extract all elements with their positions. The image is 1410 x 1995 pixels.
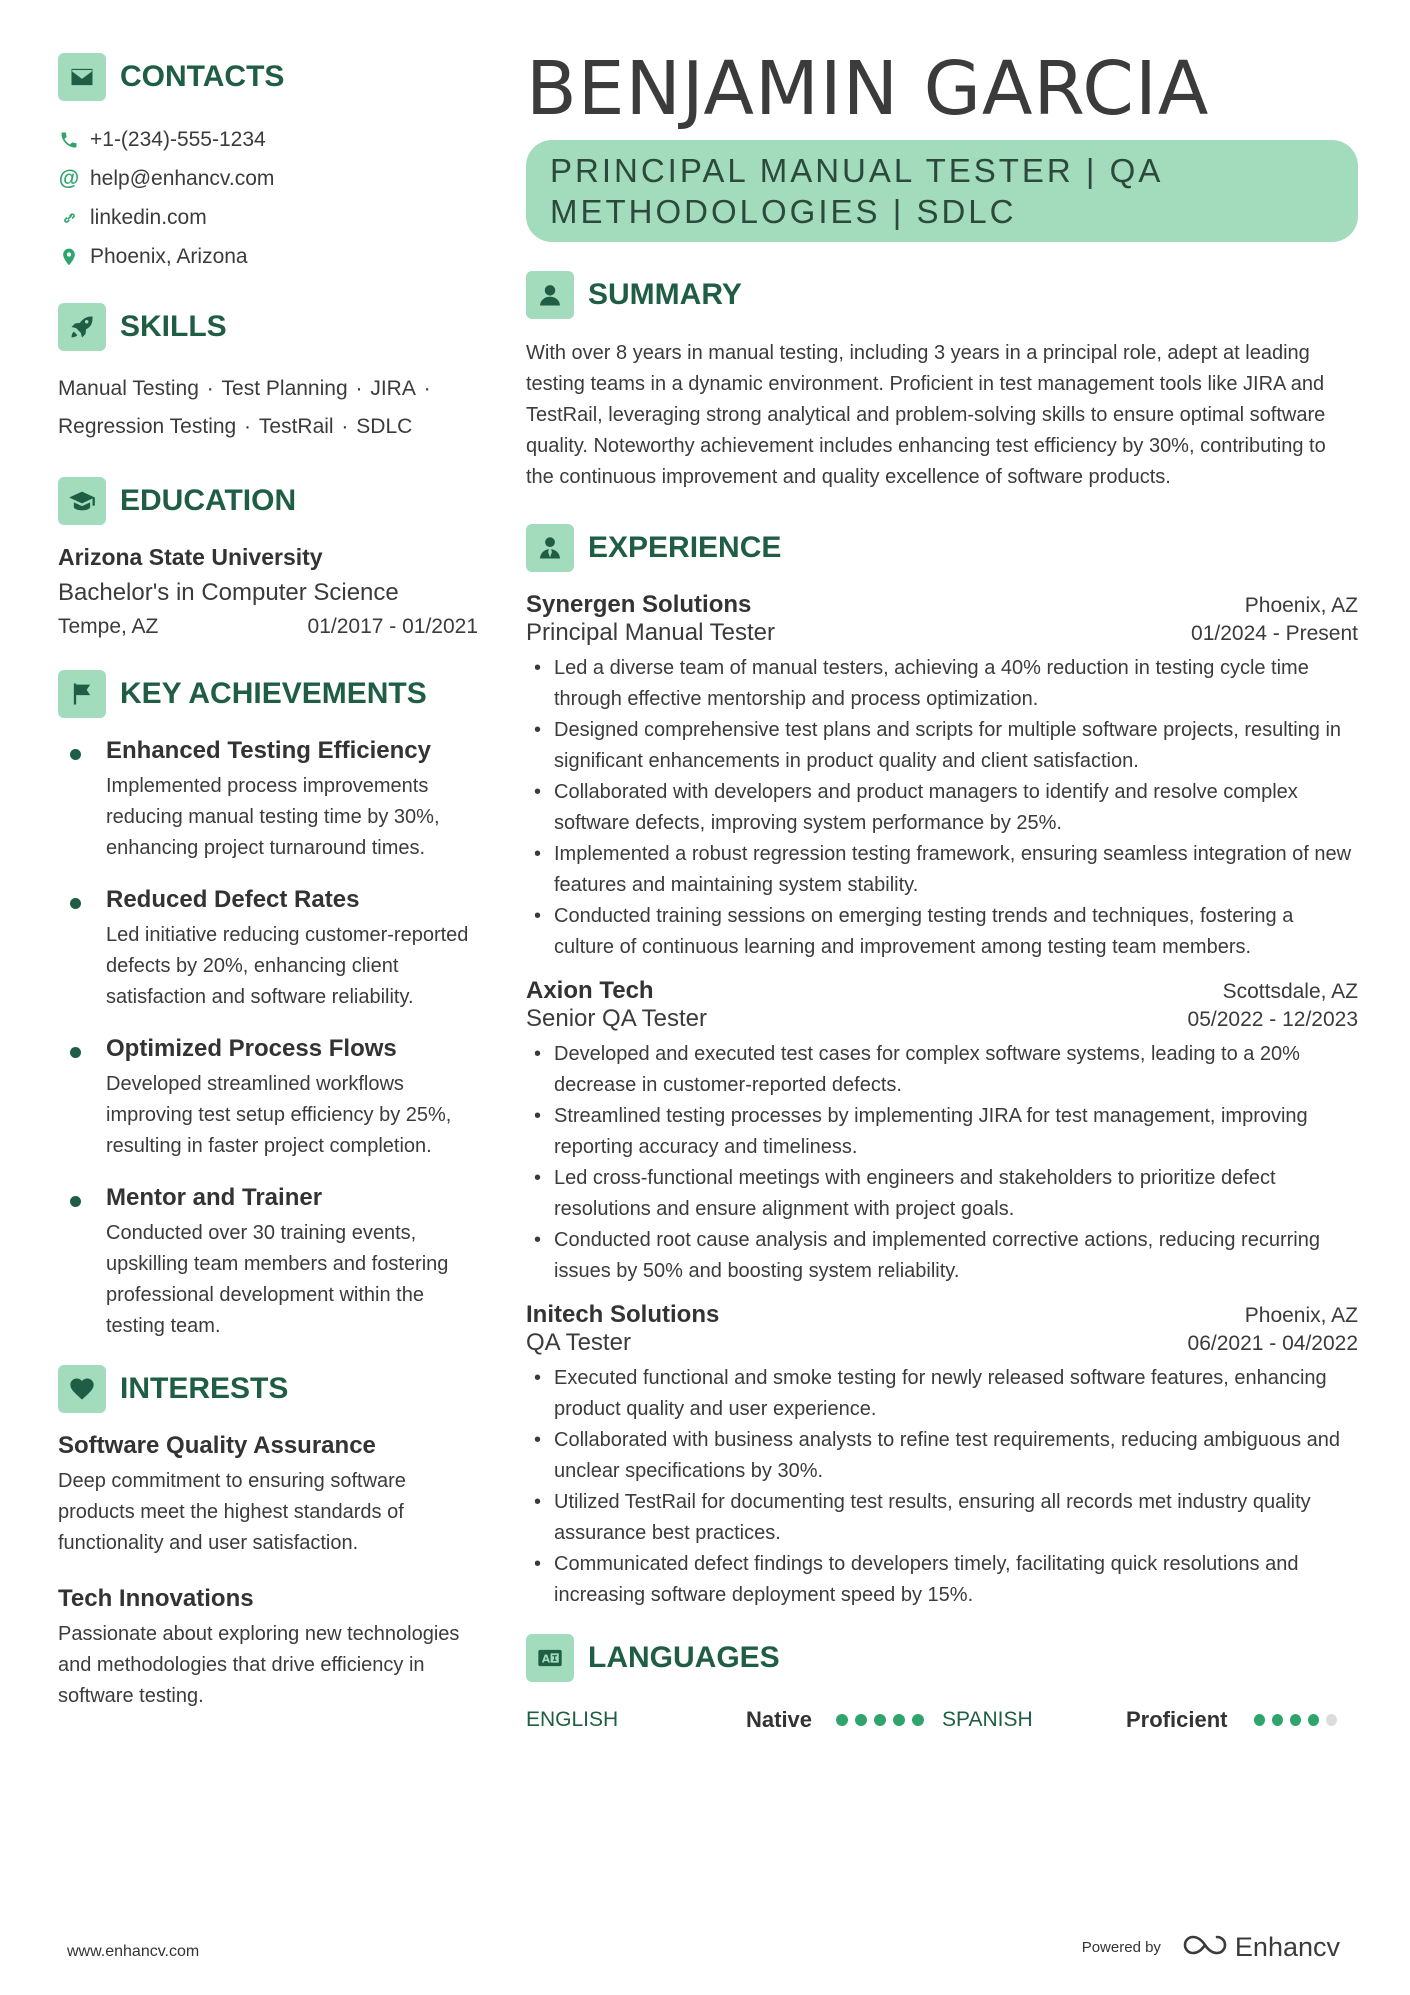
- skill-item: SDLC: [356, 415, 413, 438]
- achievement-title: Enhanced Testing Efficiency: [106, 737, 431, 764]
- skills-header: [58, 302, 478, 352]
- skill-item: JIRA: [370, 377, 416, 400]
- phone-icon: [58, 129, 80, 151]
- interests-header: [58, 1364, 478, 1414]
- contact-phone: [58, 120, 478, 159]
- achievements-header: [58, 669, 478, 719]
- job-bullet: • Communicated defect findings to developers timely, facilitating quick resolutions and increasing software deployment speed by 15%.: [526, 1549, 1358, 1611]
- skill-item: Manual Testing: [58, 377, 199, 400]
- interest-item: [58, 1585, 478, 1712]
- interest-desc: Passionate about exploring new technologies and methodologies that drive efficiency in software testing.: [58, 1623, 460, 1707]
- education-entry: [58, 544, 478, 639]
- job-header-row: [526, 1301, 1358, 1329]
- job-location: Scottsdale, AZ: [1222, 980, 1358, 1003]
- job-bullet: • Led cross-functional meetings with engineers and stakeholders to prioritize defect resolutions and ensure alignment with project goals.: [526, 1163, 1358, 1225]
- job-entry: [526, 591, 1358, 963]
- summary-text: With over 8 years in manual testing, including 3 years in a principal role, adept at leading testing teams in a dynamic environment. Proficient in test management tools like JIRA and TestRail, leveraging strong analytical and problem-solving skills to ensure optimal software quality. Noteworthy achievement includes enhancing test efficiency by 30%, contributing to the continuous improvement and quality excellence of software products.: [526, 342, 1326, 488]
- job-location: Phoenix, AZ: [1244, 1304, 1358, 1327]
- job-bullets: [526, 1363, 1358, 1611]
- achievement-desc: Developed streamlined workflows improving test setup efficiency by 25%, resulting in faster project completion.: [106, 1073, 452, 1157]
- job-bullet: • Executed functional and smoke testing for newly released software features, enhancing product quality and user experience.: [526, 1363, 1358, 1425]
- contacts-header: [58, 52, 478, 102]
- footer-website[interactable]: www.enhancv.com: [67, 1943, 200, 1960]
- rating-dot-filled: [874, 1714, 886, 1726]
- education-header: [58, 476, 478, 526]
- rating-dot-filled: [1308, 1714, 1319, 1726]
- languages-header: [526, 1633, 1358, 1683]
- job-bullet: • Conducted training sessions on emerging testing trends and techniques, fostering a culture of continuous learning and improvement among testing team members.: [526, 901, 1358, 963]
- contact-linkedin-text[interactable]: linkedin.com: [90, 205, 207, 229]
- education-meta: [58, 615, 478, 639]
- job-bullets: [526, 653, 1358, 963]
- rating-dot-filled: [893, 1714, 905, 1726]
- summary-title: SUMMARY: [588, 278, 742, 311]
- skill-item: Test Planning: [221, 377, 348, 400]
- link-icon: [58, 207, 80, 229]
- summary-header: [526, 270, 1358, 320]
- businessman-icon: [526, 524, 574, 572]
- powered-by-label: Powered by: [1081, 1939, 1161, 1956]
- job-bullet: • Utilized TestRail for documenting test results, ensuring all records met industry quality assurance best practices.: [526, 1487, 1358, 1549]
- job-bullet: • Collaborated with developers and product managers to identify and resolve complex software defects, improving system performance by 25%.: [526, 777, 1358, 839]
- achievement-item: [58, 737, 478, 864]
- achievements-title: KEY ACHIEVEMENTS: [120, 677, 427, 710]
- job-bullets: [526, 1039, 1358, 1287]
- languages-title: LANGUAGES: [588, 1641, 780, 1674]
- language-level: Proficient: [1126, 1707, 1228, 1732]
- job-dates: 01/2024 - Present: [1191, 622, 1358, 645]
- achievement-title: Reduced Defect Rates: [106, 886, 360, 913]
- achievement-title: Optimized Process Flows: [106, 1035, 397, 1062]
- interests-title: INTERESTS: [120, 1372, 289, 1405]
- job-role: QA Tester: [526, 1329, 631, 1356]
- location-pin-icon: [58, 246, 80, 268]
- achievement-title: Mentor and Trainer: [106, 1184, 323, 1211]
- language-level: Native: [746, 1707, 813, 1732]
- job-role: Senior QA Tester: [526, 1005, 707, 1032]
- achievement-desc: Led initiative reducing customer-reported defects by 20%, enhancing client satisfaction and software reliability.: [106, 924, 469, 1008]
- education-location: Tempe, AZ: [58, 615, 159, 638]
- job-bullet: • Implemented a robust regression testing framework, ensuring seamless integration of new features and maintaining system stability.: [526, 839, 1358, 901]
- achievement-item: [58, 1184, 478, 1342]
- achievement-item: [58, 886, 478, 1013]
- achievement-desc: Conducted over 30 training events, upskilling team members and fostering professional development within the testing team.: [106, 1222, 449, 1337]
- interests-list: [58, 1432, 478, 1712]
- rocket-icon: [58, 303, 106, 351]
- skill-item: TestRail: [258, 415, 334, 438]
- graduation-cap-icon: [58, 477, 106, 525]
- language-name: ENGLISH: [526, 1708, 619, 1731]
- at-icon: @: [58, 166, 80, 190]
- rating-dot-empty: [1326, 1714, 1337, 1726]
- job-dates: 05/2022 - 12/2023: [1187, 1008, 1358, 1031]
- job-role-row: [526, 619, 1358, 647]
- contact-linkedin[interactable]: [58, 198, 478, 237]
- left-column: [58, 52, 478, 1738]
- contacts-list: [58, 120, 478, 276]
- interest-title: Tech Innovations: [58, 1585, 254, 1612]
- achievement-item: [58, 1035, 478, 1162]
- flag-icon: [58, 670, 106, 718]
- job-entry: [526, 977, 1358, 1287]
- contact-location: [58, 237, 478, 276]
- language-rating: [1254, 1714, 1344, 1726]
- skill-item: Regression Testing: [58, 415, 237, 438]
- contact-email-text[interactable]: help@enhancv.com: [90, 166, 275, 190]
- achievements-list: [58, 737, 478, 1342]
- job-bullet: • Collaborated with business analysts to refine test requirements, reducing ambiguous and unclear specifications by 30%.: [526, 1425, 1358, 1487]
- translate-icon: [526, 1634, 574, 1682]
- contacts-title: CONTACTS: [120, 60, 285, 93]
- rating-dot-filled: [855, 1714, 867, 1726]
- education-degree: Bachelor's in Computer Science: [58, 579, 399, 606]
- job-entry: [526, 1301, 1358, 1611]
- job-company: Synergen Solutions: [526, 591, 752, 618]
- brand-name: Enhancv: [1234, 1932, 1340, 1962]
- job-bullet: • Led a diverse team of manual testers, achieving a 40% reduction in testing cycle time through effective mentorship and process optimization.: [526, 653, 1358, 715]
- rating-dot-filled: [1272, 1714, 1283, 1726]
- job-bullet: • Developed and executed test cases for complex software systems, leading to a 20% decrease in customer-reported defects.: [526, 1039, 1358, 1101]
- contact-location-text: Phoenix, Arizona: [90, 244, 248, 268]
- rating-dot-filled: [1290, 1714, 1301, 1726]
- skills-list: Manual Testing · Test Planning · JIRA · Regression Testing · TestRail · SDLC: [58, 377, 431, 438]
- experience-title: EXPERIENCE: [588, 531, 782, 564]
- job-role: Principal Manual Tester: [526, 619, 776, 646]
- candidate-name: BENJAMIN GARCIA: [526, 46, 1210, 132]
- job-bullet: • Streamlined testing processes by implementing JIRA for test management, improving reporting accuracy and timeliness.: [526, 1101, 1358, 1163]
- rating-dot-filled: [1254, 1714, 1265, 1726]
- job-header-row: [526, 591, 1358, 619]
- rating-dot-filled: [836, 1714, 848, 1726]
- job-company: Initech Solutions: [526, 1301, 720, 1328]
- svg-text:A: A: [541, 1653, 550, 1666]
- job-role-row: [526, 1005, 1358, 1033]
- language-rating: [836, 1714, 942, 1726]
- language-name: SPANISH: [942, 1708, 1033, 1731]
- rating-dot-filled: [912, 1714, 924, 1726]
- job-header-row: [526, 977, 1358, 1005]
- right-column: [526, 44, 1358, 1733]
- experience-header: [526, 523, 1358, 573]
- achievement-desc: Implemented process improvements reducing manual testing time by 30%, enhancing project turnaround times.: [106, 775, 440, 859]
- footer-branding: [1082, 1932, 1340, 1963]
- job-role-row: [526, 1329, 1358, 1357]
- enhancv-logo-icon: [1183, 1932, 1227, 1963]
- skills-title: SKILLS: [120, 310, 227, 343]
- heart-icon: [58, 1365, 106, 1413]
- person-icon: [526, 271, 574, 319]
- education-title: EDUCATION: [120, 484, 297, 517]
- contact-phone-text: +1-(234)-555-1234: [90, 127, 266, 151]
- education-school: Arizona State University: [58, 544, 323, 570]
- envelope-icon: [58, 53, 106, 101]
- education-dates: 01/2017 - 01/2021: [307, 615, 478, 638]
- job-company: Axion Tech: [526, 977, 654, 1004]
- job-bullet: • Conducted root cause analysis and implemented corrective actions, reducing recurring issues by 50% and boosting system reliability.: [526, 1225, 1358, 1287]
- interest-title: Software Quality Assurance: [58, 1432, 376, 1459]
- contact-email[interactable]: [58, 159, 478, 198]
- job-bullet: • Designed comprehensive test plans and scripts for multiple software projects, resulting in significant enhancements in product quality and client satisfaction.: [526, 715, 1358, 777]
- candidate-title: PRINCIPAL MANUAL TESTER | QA METHODOLOGIES | SDLC: [526, 140, 1358, 242]
- interest-desc: Deep commitment to ensuring software products meet the highest standards of functionality and user satisfaction.: [58, 1470, 406, 1554]
- job-dates: 06/2021 - 04/2022: [1187, 1332, 1358, 1355]
- job-location: Phoenix, AZ: [1244, 594, 1358, 617]
- interest-item: [58, 1432, 478, 1559]
- languages-list: [526, 1707, 1358, 1733]
